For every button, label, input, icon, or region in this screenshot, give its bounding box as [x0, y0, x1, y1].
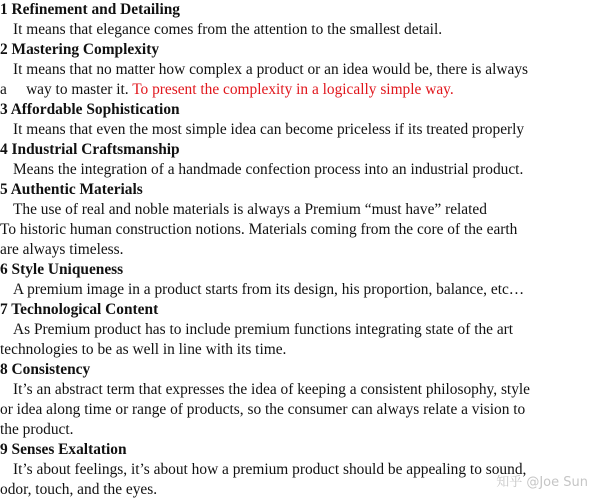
section-text: It’s an abstract term that expresses the idea of keeping a consistent philosophy, style — [13, 381, 531, 398]
section-text: It means that no matter how complex a product or an idea would be, there is always — [13, 61, 529, 78]
highlighted-text: To present the complexity in a logically simple way. — [132, 81, 454, 98]
section-heading: 8 Consistency — [0, 361, 91, 378]
section-text: To historic human construction notions. Materials coming from the core of the earth — [0, 221, 518, 238]
watermark: 知乎 @Joe Sun — [496, 475, 588, 490]
section-text: are always timeless. — [0, 241, 124, 258]
section-heading: 2 Mastering Complexity — [0, 41, 160, 58]
section-text: or idea along time or range of products, so the consumer can always relate a vision to — [0, 401, 526, 418]
section-text: It means that even the most simple idea can become priceless if its treated properly — [13, 121, 525, 138]
section-heading: 7 Technological Content — [0, 301, 159, 318]
section-text: The use of real and noble materials is always a Premium “must have” related — [13, 201, 487, 218]
section-text: A premium image in a product starts from its design, his proportion, balance, etc… — [13, 281, 525, 298]
section-heading: 9 Senses Exaltation — [0, 441, 127, 458]
section-text-mixed — [0, 80, 454, 100]
section-heading: 1 Refinement and Detailing — [0, 1, 180, 18]
section-text: technologies to be as well in line with its time. — [0, 341, 287, 358]
section-text: odor, touch, and the eyes. — [0, 481, 158, 498]
section-text: As Premium product has to include premium functions integrating state of the art — [13, 321, 514, 338]
section-text: a way to master it. — [0, 81, 133, 98]
section-heading: 4 Industrial Craftsmanship — [0, 141, 180, 158]
section-text: Means the integration of a handmade confection process into an industrial product. — [13, 161, 524, 178]
section-heading: 5 Authentic Materials — [0, 181, 143, 198]
section-heading: 3 Affordable Sophistication — [0, 101, 180, 118]
section-text: It’s about feelings, it’s about how a premium product should be appealing to sound, — [13, 461, 527, 478]
section-heading: 6 Style Uniqueness — [0, 261, 124, 278]
section-text: the product. — [0, 421, 74, 438]
section-text: It means that elegance comes from the attention to the smallest detail. — [13, 21, 443, 38]
